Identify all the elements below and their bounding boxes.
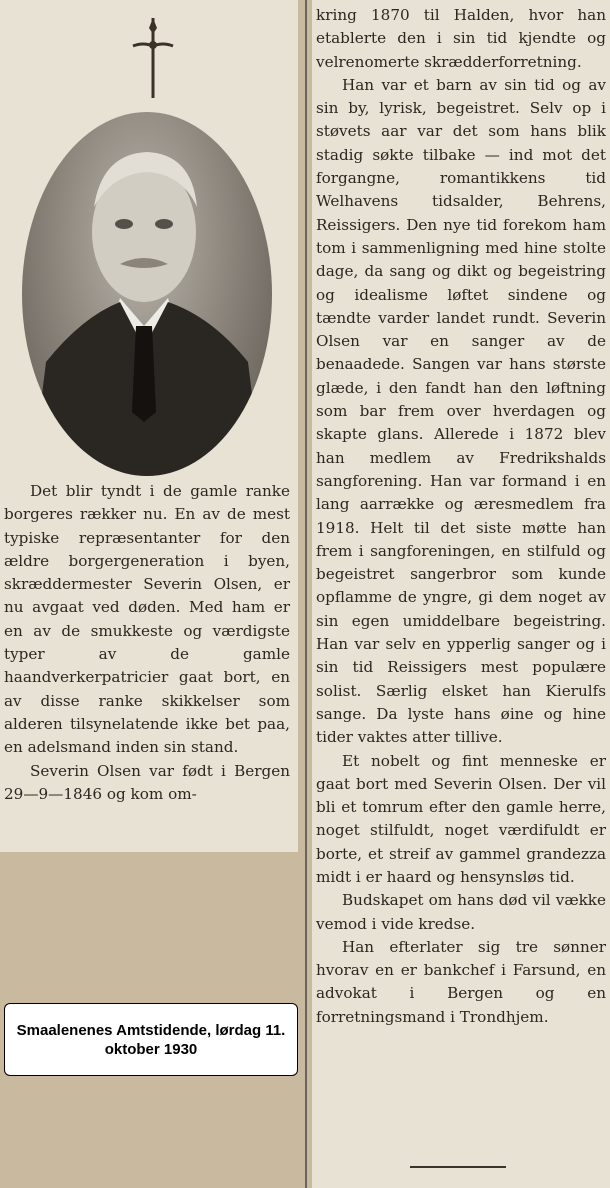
article-text-left <box>4 480 290 806</box>
column-divider <box>305 0 307 1188</box>
end-rule <box>410 1166 506 1168</box>
paragraph: Budskapet om hans død vil vække vemod i vide kredse. <box>316 891 606 933</box>
paragraph: Det blir tyndt i de gamle ranke borgeres rækker nu. En av de mest typiske repræsentanter for den ældre borgergeneration i byen, skræddermester Severin Olsen, er nu avgaat ved døden. Med ham er en av de smukkeste og værdigste typer av de gamle haandverkerpatricier gaat bort, en av disse ranke skikkelser som alderen tilsynelatende ikke bet paa, en adelsmand inden sin stand. <box>4 482 290 757</box>
paragraph: Han efterlater sig tre sønner hvorav en er bankchef i Farsund, en advokat i Bergen og en forretningsmand i Trondhjem. <box>316 937 606 1026</box>
article-text-right <box>316 4 606 1029</box>
portrait-photo <box>22 112 272 476</box>
paragraph: Han var et barn av sin tid og av sin by, lyrisk, begeistret. Selv op i støvets aar var det som hans blik stadig søkte tilbake — ind mot det forgangne, romantikkens tid Welhavens tidsalder, Behrens, Reissigers. Den nye tid forekom ham tom i sammenligning med hine stolte dage, da sang og dikt og begeistring og idealisme løftet sindene og tændte varder landet rundt. Severin Olsen var en sanger av de benaadede. Sangen var hans største glæde, i den fandt han den løftning som bar frem over hverdagen og skapte glans. Allerede i 1872 blev han medlem av Fredrikshalds sangforening. Han var formand i en lang aarrække og æresmedlem fra 1918. Helt til det siste møtte han frem i sangforeningen, en stilfuld og begeistret sangerbror som kunde opflamme de yngre, gi dem noget av sin egen umiddelbare begeistring. Han var selv en ypperlig sanger og i sin tid Reissigers mest populære solist. Særlig elsket han Kierulfs sange. Da lyste hans øine og hine tider vaktes atter tillive. <box>316 75 606 747</box>
source-caption: Smaalenenes Amtstidende, lørdag 11. oktober 1930 <box>4 1003 298 1076</box>
paragraph: Severin Olsen var født i Bergen 29—9—1846 og kom om- <box>4 761 290 803</box>
paragraph: kring 1870 til Halden, hvor han etablerte den i sin tid kjendte og velrenomerte skrædderforretning. <box>316 6 606 71</box>
right-column <box>312 0 610 1188</box>
cross-icon <box>129 14 177 102</box>
paragraph: Et nobelt og fint menneske er gaat bort med Severin Olsen. Der vil bli et tomrum efter den gamle herre, noget stilfuldt, noget værdifuldt er borte, et streif av gammel grandezza midt i er haard og hensynsløs tid. <box>316 751 606 886</box>
left-column <box>0 0 298 852</box>
